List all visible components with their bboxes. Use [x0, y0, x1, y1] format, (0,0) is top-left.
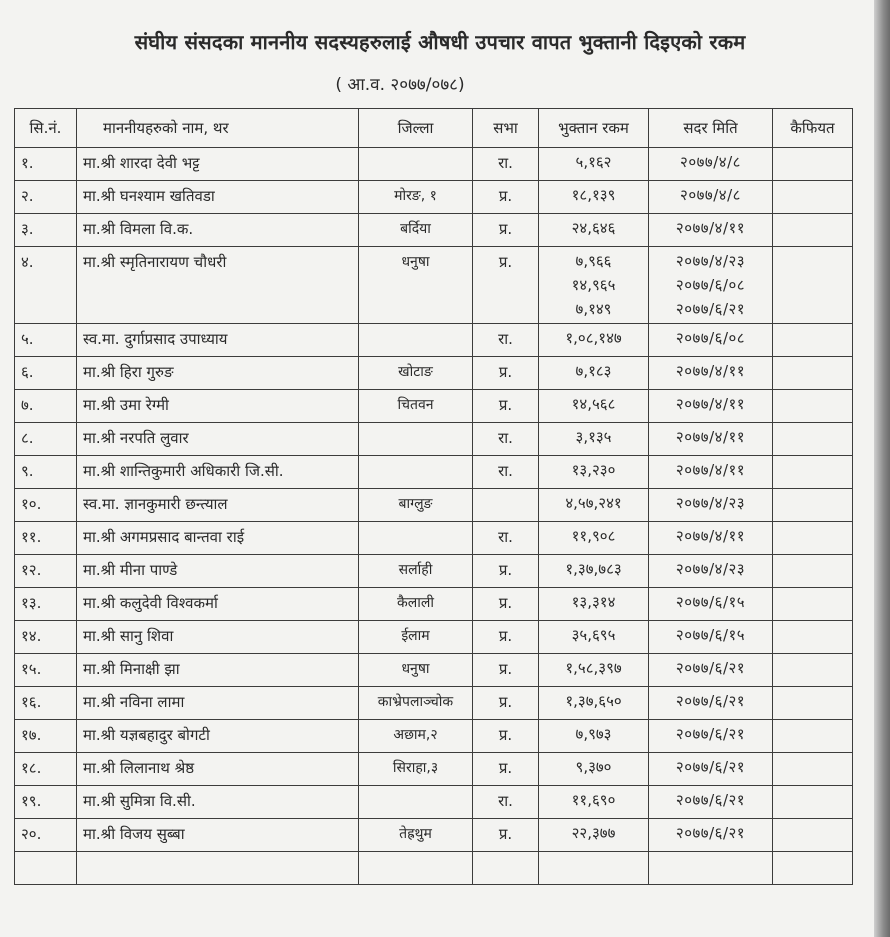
remarks-cell	[773, 654, 853, 687]
district-cell: कैलाली	[359, 588, 473, 621]
date-value: २०७७/४/११	[675, 362, 746, 380]
house-cell: रा.	[473, 324, 539, 357]
header-remarks: कैफियत	[773, 109, 853, 148]
serial-cell: १६.	[15, 687, 77, 720]
empty-cell	[773, 852, 853, 885]
remarks-cell	[773, 621, 853, 654]
date-value: २०७७/६/२१	[675, 300, 746, 318]
date-value: २०७७/६/१५	[675, 593, 746, 611]
serial-cell: १८.	[15, 753, 77, 786]
house-cell: प्र.	[473, 687, 539, 720]
house-cell: प्र.	[473, 654, 539, 687]
table-row	[15, 324, 853, 357]
district-cell: सिराहा,३	[359, 753, 473, 786]
amount-value: १३,२३०	[571, 461, 616, 479]
house-cell: रा.	[473, 456, 539, 489]
amount-value: ३५,६९५	[571, 626, 616, 644]
table-row	[15, 819, 853, 852]
date-value: २०७७/६/१५	[675, 626, 746, 644]
house-cell: प्र.	[473, 214, 539, 247]
table-row	[15, 214, 853, 247]
table-row	[15, 753, 853, 786]
district-cell: तेह्रथुम	[359, 819, 473, 852]
date-value: २०७७/४/२३	[675, 252, 746, 270]
amount-value: ५,१६२	[575, 153, 612, 171]
member-name-cell: मा.श्री कलुदेवी विश्वकर्मा	[77, 588, 359, 621]
table-row	[15, 522, 853, 555]
amount-cell	[539, 489, 649, 522]
serial-cell: ५.	[15, 324, 77, 357]
serial-cell: ७.	[15, 390, 77, 423]
empty-cell	[649, 852, 773, 885]
district-cell	[359, 786, 473, 819]
member-name-cell: मा.श्री सुमित्रा वि.सी.	[77, 786, 359, 819]
amount-cell	[539, 456, 649, 489]
date-value: २०७७/४/११	[675, 395, 746, 413]
serial-cell: १७.	[15, 720, 77, 753]
amount-value: ७,९६६	[575, 252, 612, 270]
house-cell: प्र.	[473, 720, 539, 753]
amount-value: ७,१४९	[575, 300, 612, 318]
amount-cell	[539, 423, 649, 456]
amount-value: ७,१८३	[575, 362, 612, 380]
member-name-cell: मा.श्री स्मृतिनारायण चौधरी	[77, 247, 359, 324]
date-value: २०७७/६/०८	[675, 276, 746, 294]
table-row	[15, 621, 853, 654]
table-header-row	[15, 109, 853, 148]
amount-cell	[539, 181, 649, 214]
table-row	[15, 456, 853, 489]
empty-cell	[77, 852, 359, 885]
remarks-cell	[773, 819, 853, 852]
remarks-cell	[773, 148, 853, 181]
table-row	[15, 654, 853, 687]
date-value: २०७७/६/०८	[675, 329, 746, 347]
table-row	[15, 720, 853, 753]
district-cell: अछाम,२	[359, 720, 473, 753]
house-cell: रा.	[473, 423, 539, 456]
empty-row	[15, 852, 853, 885]
remarks-cell	[773, 786, 853, 819]
table-row	[15, 489, 853, 522]
table-row	[15, 181, 853, 214]
table-row	[15, 390, 853, 423]
date-value: २०७७/६/२१	[675, 725, 746, 743]
amount-value: १४,९६५	[571, 276, 616, 294]
table-row	[15, 357, 853, 390]
district-cell: मोरङ, १	[359, 181, 473, 214]
house-cell: रा.	[473, 786, 539, 819]
district-cell	[359, 423, 473, 456]
table-row	[15, 148, 853, 181]
date-cell	[649, 555, 773, 588]
house-cell: प्र.	[473, 819, 539, 852]
amount-cell	[539, 588, 649, 621]
member-name-cell: मा.श्री मिनाक्षी झा	[77, 654, 359, 687]
date-cell	[649, 181, 773, 214]
member-name-cell: मा.श्री शान्तिकुमारी अधिकारी जि.सी.	[77, 456, 359, 489]
date-cell	[649, 588, 773, 621]
date-value: २०७७/६/२१	[675, 758, 746, 776]
remarks-cell	[773, 522, 853, 555]
remarks-cell	[773, 247, 853, 324]
member-name-cell: मा.श्री उमा रेग्मी	[77, 390, 359, 423]
amount-value: ३,१३५	[575, 428, 612, 446]
empty-cell	[539, 852, 649, 885]
house-cell: प्र.	[473, 357, 539, 390]
amount-cell	[539, 555, 649, 588]
table-row	[15, 786, 853, 819]
serial-cell: ११.	[15, 522, 77, 555]
date-value: २०७७/६/२१	[675, 824, 746, 842]
amount-value: १३,३१४	[571, 593, 616, 611]
serial-cell: ९.	[15, 456, 77, 489]
amount-cell	[539, 390, 649, 423]
amount-cell	[539, 357, 649, 390]
district-cell: बाग्लुङ	[359, 489, 473, 522]
member-name-cell: स्व.मा. दुर्गाप्रसाद उपाध्याय	[77, 324, 359, 357]
remarks-cell	[773, 489, 853, 522]
district-cell: सर्लाही	[359, 555, 473, 588]
date-cell	[649, 819, 773, 852]
amount-value: ११,९०८	[571, 527, 616, 545]
amount-cell	[539, 720, 649, 753]
house-cell: प्र.	[473, 621, 539, 654]
house-cell: प्र.	[473, 390, 539, 423]
member-name-cell: मा.श्री हिरा गुरुङ	[77, 357, 359, 390]
house-cell: प्र.	[473, 247, 539, 324]
serial-cell: १९.	[15, 786, 77, 819]
district-cell: ईलाम	[359, 621, 473, 654]
date-value: २०७७/४/११	[675, 461, 746, 479]
amount-cell	[539, 247, 649, 324]
table-row	[15, 247, 853, 324]
amount-value: १,०८,१४७	[565, 329, 622, 347]
remarks-cell	[773, 214, 853, 247]
amount-value: १,३७,६५०	[565, 692, 622, 710]
amount-cell	[539, 621, 649, 654]
payment-table	[14, 108, 853, 885]
district-cell	[359, 324, 473, 357]
amount-cell	[539, 522, 649, 555]
amount-value: ७,९७३	[575, 725, 612, 743]
remarks-cell	[773, 753, 853, 786]
date-cell	[649, 247, 773, 324]
member-name-cell: मा.श्री नविना लामा	[77, 687, 359, 720]
date-value: २०७७/४/२३	[675, 560, 746, 578]
district-cell: चितवन	[359, 390, 473, 423]
amount-cell	[539, 654, 649, 687]
serial-cell: १.	[15, 148, 77, 181]
district-cell: खोटाङ	[359, 357, 473, 390]
remarks-cell	[773, 423, 853, 456]
amount-cell	[539, 148, 649, 181]
member-name-cell: मा.श्री शारदा देवी भट्ट	[77, 148, 359, 181]
amount-value: ९,३७०	[575, 758, 612, 776]
date-value: २०७७/४/२३	[675, 494, 746, 512]
serial-cell: १४.	[15, 621, 77, 654]
member-name-cell: मा.श्री लिलानाथ श्रेष्ठ	[77, 753, 359, 786]
date-cell	[649, 489, 773, 522]
serial-cell: १२.	[15, 555, 77, 588]
date-cell	[649, 214, 773, 247]
house-cell: प्र.	[473, 588, 539, 621]
member-name-cell: मा.श्री सानु शिवा	[77, 621, 359, 654]
date-value: २०७७/४/११	[675, 428, 746, 446]
amount-value: ११,६९०	[571, 791, 616, 809]
amount-cell	[539, 819, 649, 852]
remarks-cell	[773, 324, 853, 357]
amount-value: १४,५६८	[571, 395, 616, 413]
date-cell	[649, 753, 773, 786]
table-row	[15, 555, 853, 588]
date-value: २०७७/४/८	[680, 186, 741, 204]
serial-cell: २०.	[15, 819, 77, 852]
amount-value: १८,१३९	[571, 186, 616, 204]
amount-value: १,५८,३९७	[565, 659, 622, 677]
house-cell: प्र.	[473, 555, 539, 588]
amount-cell	[539, 753, 649, 786]
district-cell: बर्दिया	[359, 214, 473, 247]
date-cell	[649, 720, 773, 753]
empty-cell	[15, 852, 77, 885]
remarks-cell	[773, 456, 853, 489]
header-date: सदर मिति	[649, 109, 773, 148]
date-value: २०७७/६/२१	[675, 659, 746, 677]
district-cell: काभ्रेपलाञ्चोक	[359, 687, 473, 720]
header-house: सभा	[473, 109, 539, 148]
date-cell	[649, 357, 773, 390]
date-value: २०७७/४/८	[680, 153, 741, 171]
header-serial: सि.नं.	[15, 109, 77, 148]
district-cell	[359, 148, 473, 181]
serial-cell: ३.	[15, 214, 77, 247]
amount-value: १,३७,७८३	[565, 560, 622, 578]
date-cell	[649, 786, 773, 819]
member-name-cell: मा.श्री मीना पाण्डे	[77, 555, 359, 588]
date-cell	[649, 324, 773, 357]
member-name-cell: मा.श्री अगमप्रसाद बान्तवा राई	[77, 522, 359, 555]
table-row	[15, 588, 853, 621]
fiscal-year-subtitle: ( आ.व. २०७७/०७८)	[335, 75, 465, 95]
remarks-cell	[773, 390, 853, 423]
date-cell	[649, 654, 773, 687]
empty-cell	[473, 852, 539, 885]
house-cell: रा.	[473, 148, 539, 181]
serial-cell: ८.	[15, 423, 77, 456]
table-row	[15, 687, 853, 720]
header-amount: भुक्तान रकम	[539, 109, 649, 148]
house-cell: प्र.	[473, 181, 539, 214]
remarks-cell	[773, 720, 853, 753]
date-cell	[649, 390, 773, 423]
amount-value: ४,५७,२४१	[565, 494, 622, 512]
member-name-cell: मा.श्री विजय सुब्बा	[77, 819, 359, 852]
remarks-cell	[773, 357, 853, 390]
table-row	[15, 423, 853, 456]
serial-cell: १५.	[15, 654, 77, 687]
remarks-cell	[773, 181, 853, 214]
date-value: २०७७/४/११	[675, 527, 746, 545]
page-edge-shadow	[874, 0, 890, 937]
district-cell: धनुषा	[359, 654, 473, 687]
member-name-cell: मा.श्री विमला वि.क.	[77, 214, 359, 247]
date-cell	[649, 687, 773, 720]
house-cell: प्र.	[473, 753, 539, 786]
member-name-cell: मा.श्री घनश्याम खतिवडा	[77, 181, 359, 214]
serial-cell: १३.	[15, 588, 77, 621]
house-cell: रा.	[473, 522, 539, 555]
header-name: माननीयहरुको नाम, थर	[77, 109, 359, 148]
serial-cell: १०.	[15, 489, 77, 522]
empty-cell	[359, 852, 473, 885]
serial-cell: ४.	[15, 247, 77, 324]
amount-value: २२,३७७	[571, 824, 616, 842]
date-cell	[649, 456, 773, 489]
remarks-cell	[773, 555, 853, 588]
document-title: संघीय संसदका माननीय सदस्यहरुलाई औषधी उपचार वापत भुक्तानी दिइएको रकम	[134, 30, 746, 54]
date-value: २०७७/४/११	[675, 219, 746, 237]
amount-cell	[539, 786, 649, 819]
member-name-cell: मा.श्री यज्ञबहादुर बोगटी	[77, 720, 359, 753]
house-cell	[473, 489, 539, 522]
member-name-cell: मा.श्री नरपति लुवार	[77, 423, 359, 456]
header-district: जिल्ला	[359, 109, 473, 148]
date-cell	[649, 148, 773, 181]
amount-cell	[539, 214, 649, 247]
date-value: २०७७/६/२१	[675, 692, 746, 710]
serial-cell: ६.	[15, 357, 77, 390]
date-cell	[649, 522, 773, 555]
member-name-cell: स्व.मा. ज्ञानकुमारी छन्त्याल	[77, 489, 359, 522]
remarks-cell	[773, 588, 853, 621]
date-cell	[649, 621, 773, 654]
district-cell	[359, 456, 473, 489]
serial-cell: २.	[15, 181, 77, 214]
remarks-cell	[773, 687, 853, 720]
date-cell	[649, 423, 773, 456]
amount-cell	[539, 324, 649, 357]
date-value: २०७७/६/२१	[675, 791, 746, 809]
amount-cell	[539, 687, 649, 720]
district-cell	[359, 522, 473, 555]
amount-value: २४,६४६	[571, 219, 616, 237]
district-cell: धनुषा	[359, 247, 473, 324]
